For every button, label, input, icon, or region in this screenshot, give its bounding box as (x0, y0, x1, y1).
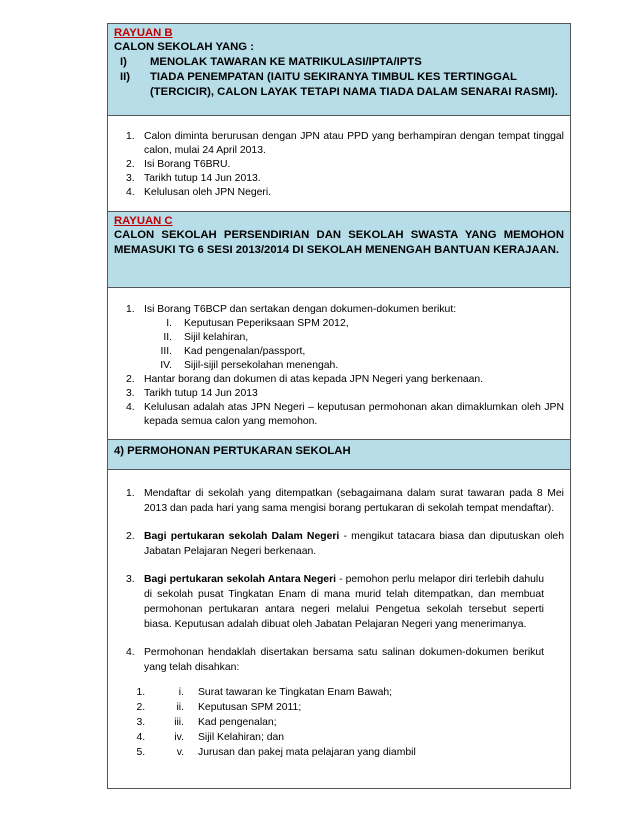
section-4-heading: 4) PERMOHONAN PERTUKARAN SEKOLAH (114, 445, 351, 457)
rayuan-b-title: RAYUAN B (114, 27, 173, 39)
section-4-content (108, 470, 570, 788)
rayuan-b-point-1: I) MENOLAK TAWARAN KE MATRIKULASI/IPTA/IPTS (120, 56, 422, 68)
list-item: 2. Bagi pertukaran sekolah Dalam Negeri - mengikut tatacara biasa dan diputuskan oleh Jabatan Pelajaran Negeri berkenaan. (126, 531, 564, 557)
document-item: 5. v. Jurusan dan pakej mata pelajaran yang diambil (148, 745, 570, 760)
document-item: 1. i. Surat tawaran ke Tingkatan Enam Bawah; (148, 685, 570, 700)
rayuan-c-heading: CALON SEKOLAH PERSENDIRIAN DAN SEKOLAH SWASTA YANG MEMOHON MEMASUKI TG 6 SESI 2013/2014 DI SEKOLAH MENENGAH BANTUAN KERAJAAN. (114, 229, 564, 256)
list-item: 1. Isi Borang T6BCP dan sertakan dengan dokumen-dokumen berikut: (126, 304, 457, 315)
rayuan-b-point-2: II) TIADA PENEMPATAN (IAITU SEKIRANYA TIMBUL KES TERTINGGAL (TERCICIR), CALON LAYAK TETAPI NAMA TIADA DALAM SENARAI RASMI). (120, 71, 558, 98)
document-item: 3. iii. Kad pengenalan; (148, 715, 570, 730)
list-item: 3. Tarikh tutup 14 Jun 2013 (126, 388, 258, 399)
document-item: II. Sijil kelahiran, (163, 332, 249, 343)
list-item: 4. Permohonan hendaklah disertakan bersama satu salinan dokumen-dokumen berikut yang telah disahkan: (126, 647, 544, 673)
section-4-header (108, 440, 570, 470)
document-item: 2. ii. Keputusan SPM 2011; (148, 700, 570, 715)
list-item: 3. Bagi pertukaran sekolah Antara Negeri - pemohon perlu melapor diri terlebih dahulu di sekolah pusat Tingkatan Enam di mana murid telah ditempatkan, dan membuat permohonan pertukaran antara negeri melalui Pengetua sekolah tersebut seperti biasa. Keputusan adalah dibuat oleh Jabatan Pelajaran Negeri yang menerimanya. (126, 574, 544, 630)
list-item: 2. Hantar borang dan dokumen di atas kepada JPN Negeri yang berkenaan. (126, 374, 484, 385)
list-item: 2. Isi Borang T6BRU. (126, 159, 231, 170)
rayuan-c-header (108, 212, 570, 288)
document-item: I. Keputusan Peperiksaan SPM 2012, (166, 318, 349, 329)
list-item: 3. Tarikh tutup 14 Jun 2013. (126, 173, 261, 184)
rayuan-c-title: RAYUAN C (114, 215, 173, 227)
document-item: IV. Sijil-sijil persekolahan menengah. (160, 360, 339, 371)
document-item: III. Kad pengenalan/passport, (160, 346, 306, 357)
document-item: 4. iv. Sijil Kelahiran; dan (148, 730, 570, 745)
list-item: 4. Kelulusan oleh JPN Negeri. (126, 187, 272, 198)
rayuan-c-steps (108, 288, 570, 440)
rayuan-b-steps (108, 116, 570, 212)
list-item: 4. Kelulusan adalah atas JPN Negeri – keputusan permohonan akan dimaklumkan oleh JPN kepada semua calon yang memohon. (126, 402, 564, 427)
list-item: 1. Calon diminta berurusan dengan JPN atau PPD yang berhampiran dengan tempat tinggal calon, mulai 24 April 2013. (126, 131, 564, 156)
rayuan-b-header (108, 24, 570, 116)
list-item: 1. Mendaftar di sekolah yang ditempatkan (sebagaimana dalam surat tawaran pada 8 Mei 2013 dan pada hari yang sama mengisi borang pertukaran di sekolah tempat mendaftar). (126, 488, 564, 514)
document-table (107, 23, 571, 789)
rayuan-b-heading: CALON SEKOLAH YANG : (114, 41, 254, 53)
